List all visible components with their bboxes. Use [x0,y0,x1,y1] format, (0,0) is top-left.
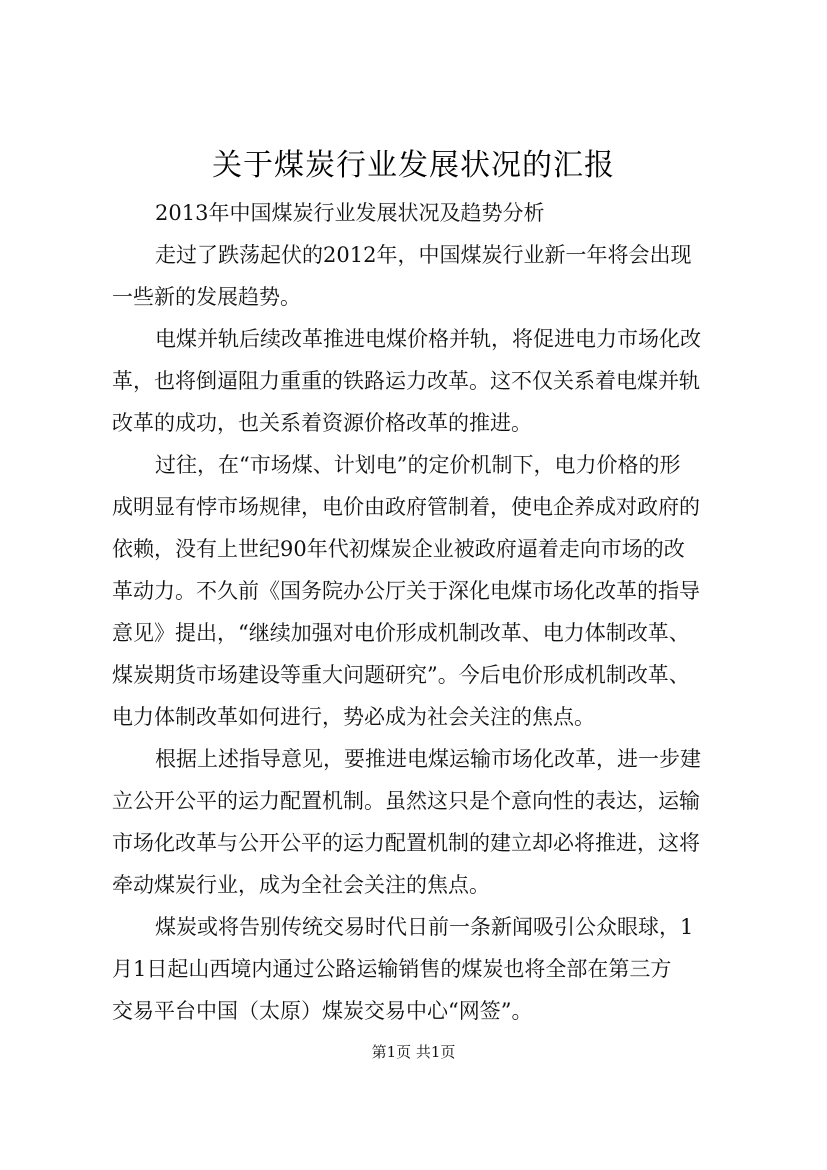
text-line: 革，也将倒逼阻力重重的铁路运力改革。这不仅关系着电煤并轨 [112,369,700,393]
text-line: 煤炭或将告别传统交易时代日前一条新闻吸引公众眼球，1 [155,915,694,939]
text-line: 根据上述指导意见，要推进电煤运输市场化改革，进一步建 [155,747,701,771]
text-line: 交易平台中国（太原）煤炭交易中心“网签”。 [112,999,533,1023]
text-line: 革动力。不久前《国务院办公厅关于深化电煤市场化改革的指导 [112,579,700,603]
text-line: 市场化改革与公开公平的运力配置机制的建立却必将推进，这将 [112,831,700,855]
text-line: 2013年中国煤炭行业发展状况及趋势分析 [155,201,545,225]
text-line: 依赖，没有上世纪90年代初煤炭企业被政府逼着走向市场的改 [112,537,685,561]
text-line: 电力体制改革如何进行，势必成为社会关注的焦点。 [112,705,595,729]
text-line: 走过了跌荡起伏的2012年，中国煤炭行业新一年将会出现 [155,243,692,267]
text-line: 电煤并轨后续改革推进电煤价格并轨，将促进电力市场化改 [155,327,701,351]
text-line: 意见》提出，“继续加强对电价形成机制改革、电力体制改革、 [112,621,690,645]
text-line: 一些新的发展趋势。 [112,285,301,309]
text-line: 立公开公平的运力配置机制。虽然这只是个意向性的表达，运输 [112,789,700,813]
text-line: 过往，在“市场煤、计划电”的定价机制下，电力价格的形 [155,453,681,477]
text-line: 成明显有悖市场规律，电价由政府管制着，使电企养成对政府的 [112,495,700,519]
page-number-footer: 第1页 共1页 [371,1043,456,1061]
text-line: 改革的成功，也关系着资源价格改革的推进。 [112,411,532,435]
text-line: 月1日起山西境内通过公路运输销售的煤炭也将全部在第三方 [112,957,672,981]
text-line: 牵动煤炭行业，成为全社会关注的焦点。 [112,873,490,897]
document-title: 关于煤炭行业发展状况的汇报 [212,148,615,183]
text-line: 煤炭期货市场建设等重大问题研究”。今后电价形成机制改革、 [112,663,690,687]
